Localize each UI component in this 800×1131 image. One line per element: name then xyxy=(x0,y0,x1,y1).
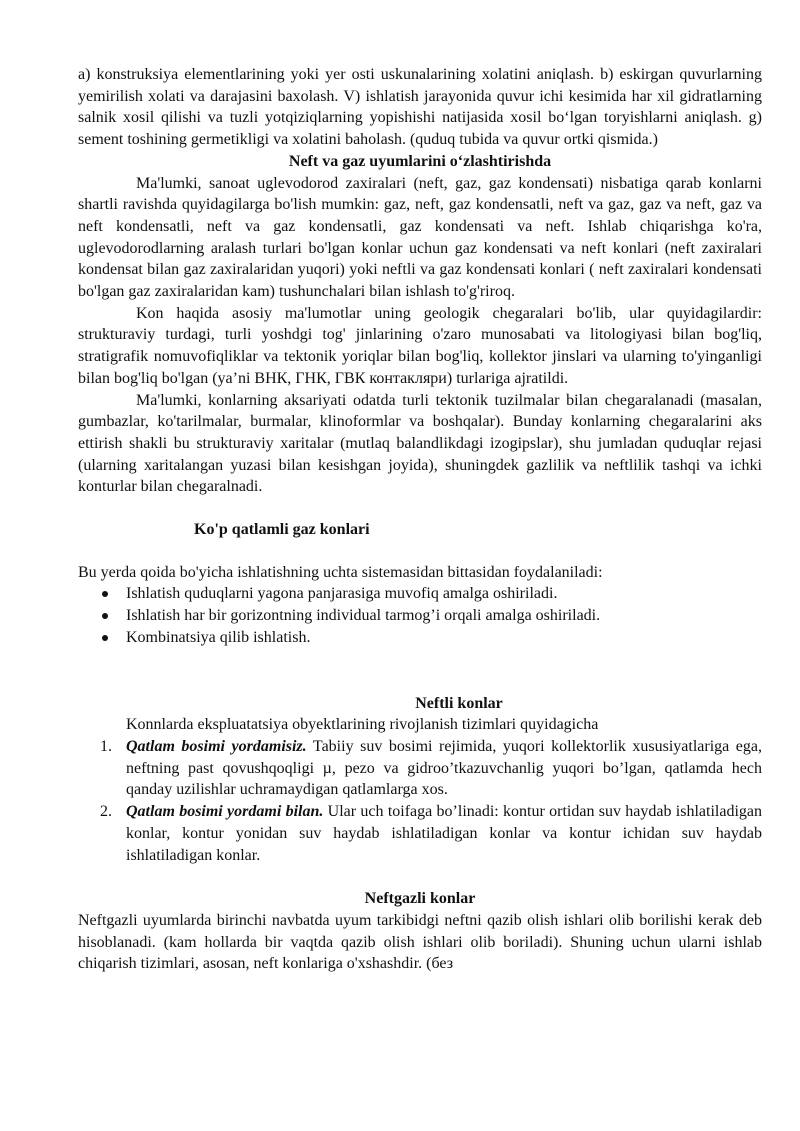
paragraph-sistemalar-lead: Bu yerda qoida bo'yicha ishlatishning uchta sistemasidan bittasidan foydalaniladi: xyxy=(78,563,603,581)
spacer xyxy=(78,498,762,519)
list-item xyxy=(78,801,762,866)
paragraph-chegaralar: Ma'lumki, konlarning aksariyati odatda turli tektonik tuzilmalar bilan chegaralanadi (masalan, gumbazlar, ko'tarilmalar, burmalar, klinoformlar va boshqalar). Bunday konlarning chegaralarini aks ettirish shakli bu strukturaviy xaritalar (mutlaq balandlikdagi izogipslar), shu jumladan quduqlar rejasi (ularning xaritalangan yuzasi bilan kesishgan joyida), shuningdek gazlilik va neftlilik tashqi va ichki konturlar bilan chegaralnadi. xyxy=(78,391,762,496)
heading-neftli-konlar: Neftli konlar xyxy=(415,694,503,712)
bullet-icon xyxy=(102,635,108,641)
list-item xyxy=(78,605,762,627)
list-item-title: Qatlam bosimi yordami bilan. xyxy=(126,803,324,821)
intro-paragraph: a) konstruksiya elementlarining yoki yer osti uskunalarining xolatini aniqlash. b) eskirgan quvurlarning yemirilish xolati va darajasini baxolash. V) ishlatish jarayonida quvur ichi kesimida har xil gidratlarning salnik xosil qilishi va tuzli yotqiziqlarning yopishishi natijasida xosil bo‘lgan toryishlarni aniqlash. g) sement toshining germetikligi va xolatini baholash. (quduq tubida va quvur ortki qismida.) xyxy=(78,66,762,149)
list-item-title: Qatlam bosimi yordamisiz. xyxy=(126,737,307,755)
heading-neftgazli-konlar: Neftgazli konlar xyxy=(364,890,476,908)
document-page xyxy=(78,64,762,975)
paragraph-neftgazli: Neftgazli uyumlarda birinchi navbatda uyum tarkibidgi neftni qazib olish ishlari olib borilishi kerak deb hisoblanadi. (kam hollarda bir vaqtda qazib olish ishlari olib boriladi). Shuning uchun ularni ishlab chiqarish tizimlari, asosan, neft konlariga o'xshashdir. (без xyxy=(78,911,762,973)
list-item xyxy=(78,583,762,605)
spacer xyxy=(78,866,762,888)
bullet-icon xyxy=(102,591,108,597)
list-item xyxy=(78,627,762,649)
list-item-text: Ular uch toifaga bo’linadi: kontur ortidan suv haydab ishlatiladigan konlar, kontur yonidan suv haydab ishlatiladigan konlar va kontur ichidan suv haydab ishlatiladigan konlar. xyxy=(126,803,762,864)
list-item-number: 1. xyxy=(100,737,112,755)
bullet-list xyxy=(78,583,762,648)
paragraph-zaxiralar: Ma'lumki, sanoat uglevodorod zaxiralari (neft, gaz, gaz kondensati) nisbatiga qarab konlarni shartli ravishda quyidagilarga bo'lish mumkin: gaz, neft, gaz kondensatli, neft va gaz, gaz va neft, gaz va neft kondensatli, neft va gaz kondensatli, gaz kondensati va neft. Ishlab chiqarishga ko'ra, uglevodorodlarning aralash turlari bo'lgan konlar uchun gaz kondensati va neft konlari (neft zaxiralari kondensat bilan gaz zaxiralaridan yuqori) yoki neftli va gaz kondensati konlari ( neft zaxiralari kondensati bo'lgan gaz zaxiralaridan kam) tushunchalari bilan ishlash to'g'riroq. xyxy=(78,174,762,301)
list-item-text: Tabiiy suv bosimi rejimida, yuqori kollektorlik xususiyatlariga ega, neftning past qovushqoqligi µ, pezo va gidroo’tkazuvchanlig yuqori bo’lgan, qatlamda hech qanday uzilishlar uchramaydigan qatlamlarga xos. xyxy=(126,737,762,799)
list-item-text: Ishlatish quduqlarni yagona panjarasiga muvofiq amalga oshiriladi. xyxy=(126,585,558,603)
list-item-number: 2. xyxy=(100,803,112,821)
spacer xyxy=(78,649,762,671)
list-item-text: Kombinatsiya qilib ishlatish. xyxy=(126,628,311,646)
numbered-list xyxy=(78,736,762,866)
heading-neft-gaz-uyumlari: Neft va gaz uyumlarini o‘zlashtirishda xyxy=(288,152,552,170)
bullet-icon xyxy=(102,613,108,619)
list-item xyxy=(78,736,762,801)
paragraph-tizimlar-lead: Konnlarda ekspluatatsiya obyektlarining rivojlanish tizimlari quyidagicha xyxy=(126,716,599,734)
spacer xyxy=(78,671,762,693)
spacer xyxy=(78,541,762,562)
paragraph-kon-haqida: Kon haqida asosiy ma'lumotlar uning geologik chegaralari bo'lib, ular quyidagilardir: strukturaviy turdagi, turli yoshdgi tog' jinlarining o'zaro munosabati va litologiyasi bilan bog'liq, stratigrafik nomuvofiqliklar va tektonik yoriqlar bilan bog'liq, kollektor jinslari va ularning to'yinganligi bilan bog'liq bo'lgan (ya’ni ВНК, ГНК, ГВК контакляри) turlariga ajratildi. xyxy=(78,304,762,387)
list-item-text: Ishlatish har bir gorizontning individual tarmog’i orqali amalga oshiriladi. xyxy=(126,607,601,625)
heading-kop-qatlamli: Ko'p qatlamli gaz konlari xyxy=(194,521,370,539)
